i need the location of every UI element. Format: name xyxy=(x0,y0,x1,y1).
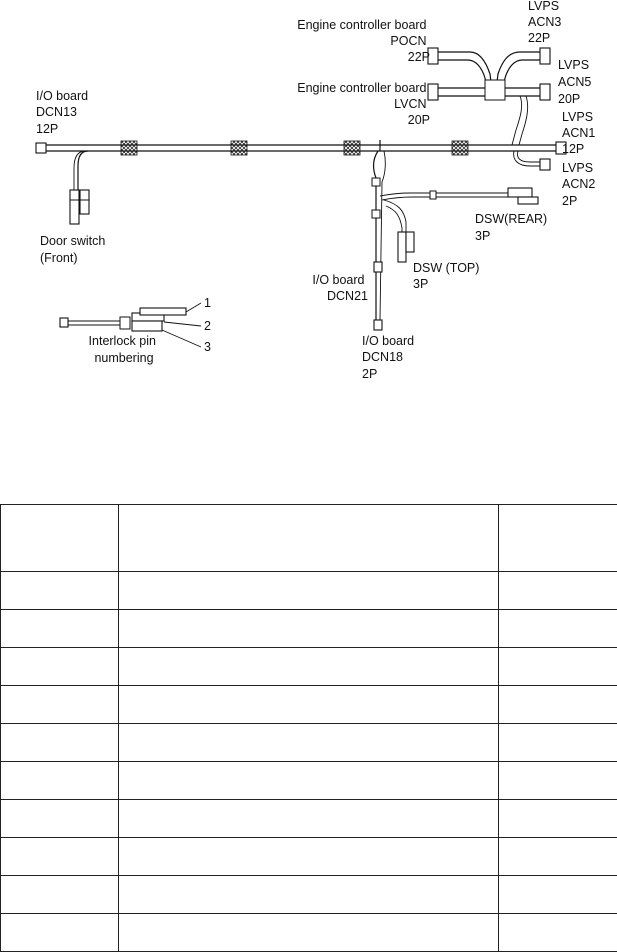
table-cell xyxy=(499,800,617,838)
table-cell xyxy=(499,686,617,724)
dsw-rear-branch xyxy=(380,188,538,204)
table-cell xyxy=(119,648,499,686)
dsw-top-branch xyxy=(384,200,414,262)
table-cell xyxy=(1,572,119,610)
table-cell xyxy=(119,800,499,838)
label-lvps-acn3: LVPS ACN3 22P xyxy=(528,0,562,45)
label-dsw-rear: DSW(REAR) 3P xyxy=(475,212,548,243)
header-cell xyxy=(499,505,617,572)
label-io-board-dcn21: I/O board DCN21 xyxy=(312,273,368,303)
label-interlock-pin-numbering: Interlock pin numbering xyxy=(88,334,156,365)
label-io-board-dcn18: I/O board DCN18 2P xyxy=(362,334,415,381)
table-cell xyxy=(499,876,617,914)
upper-connector-bundle xyxy=(428,48,550,145)
table-row xyxy=(1,686,617,724)
table-cell xyxy=(499,762,617,800)
table-cell xyxy=(1,838,119,876)
table-row xyxy=(1,762,617,800)
table-cell xyxy=(1,610,119,648)
table-cell xyxy=(1,648,119,686)
table-cell xyxy=(119,686,499,724)
table-cell xyxy=(119,914,499,952)
parts-table xyxy=(0,504,617,952)
table-row xyxy=(1,800,617,838)
header-cell xyxy=(119,505,499,572)
table-cell xyxy=(1,800,119,838)
label-lvps-acn1: LVPS ACN1 12P xyxy=(562,110,596,156)
table-cell xyxy=(119,572,499,610)
table-row xyxy=(1,572,617,610)
parts-table-header xyxy=(1,505,617,572)
lvps-acn2-branch xyxy=(514,151,550,170)
table-cell xyxy=(499,572,617,610)
io-board-down-leg xyxy=(372,140,385,330)
label-lvps-acn5: LVPS ACN5 20P xyxy=(558,58,592,106)
table-cell xyxy=(1,686,119,724)
table-cell xyxy=(119,762,499,800)
label-io-board-dcn13: I/O board DCN13 12P xyxy=(36,89,89,136)
table-cell xyxy=(119,876,499,914)
table-cell xyxy=(499,610,617,648)
table-cell xyxy=(119,838,499,876)
table-cell xyxy=(1,914,119,952)
label-pin-3: 3 xyxy=(204,340,211,354)
label-pin-1: 1 xyxy=(204,296,211,310)
table-cell xyxy=(1,876,119,914)
header-cell xyxy=(1,505,119,572)
label-pin-2: 2 xyxy=(204,319,211,333)
table-cell xyxy=(119,610,499,648)
table-row xyxy=(1,838,617,876)
main-harness-trunk xyxy=(36,141,566,155)
table-cell xyxy=(1,762,119,800)
table-row xyxy=(1,914,617,952)
table-row xyxy=(1,876,617,914)
table-cell xyxy=(499,648,617,686)
table-row xyxy=(1,610,617,648)
label-engine-controller-pocn: Engine controller board POCN 22P xyxy=(297,18,430,64)
table-cell xyxy=(499,914,617,952)
label-door-switch-front: Door switch (Front) xyxy=(40,234,106,265)
label-engine-controller-lvcn: Engine controller board LVCN 20P xyxy=(297,81,430,127)
label-lvps-acn2: LVPS ACN2 2P xyxy=(562,161,596,208)
label-dsw-top: DSW (TOP) 3P xyxy=(413,261,480,291)
door-switch-front-branch xyxy=(70,151,89,224)
table-cell xyxy=(499,838,617,876)
wiring-harness-diagram xyxy=(0,0,617,400)
table-cell xyxy=(499,724,617,762)
table-cell xyxy=(119,724,499,762)
table-row xyxy=(1,648,617,686)
table-cell xyxy=(1,724,119,762)
table-row xyxy=(1,724,617,762)
